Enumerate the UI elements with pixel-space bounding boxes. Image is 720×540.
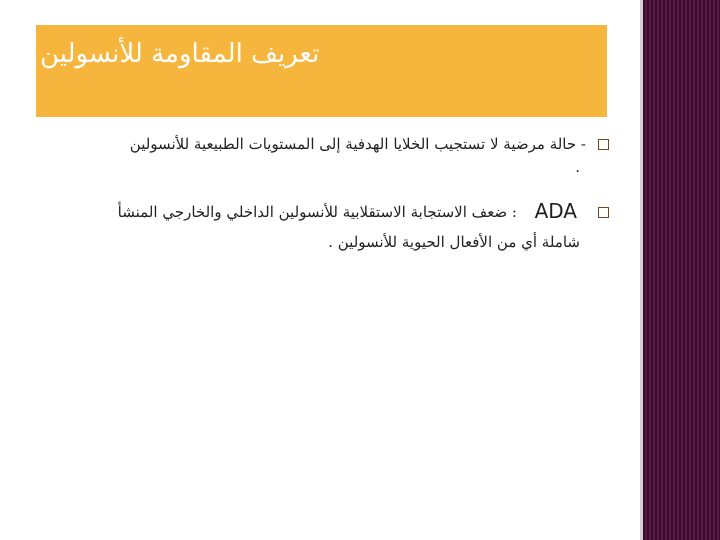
ada-abbreviation: ADA bbox=[534, 199, 577, 223]
bullet-1-line-1: - حالة مرضية لا تستجيب الخلايا الهدفية إلى المستويات الطبيعية للأنسولين bbox=[129, 135, 586, 153]
bullet-2-line-2: شاملة أي من الأفعال الحيوية للأنسولين . bbox=[328, 233, 580, 251]
slide-title: تعريف المقاومة للأنسولين bbox=[40, 39, 320, 69]
decorative-side-stripe bbox=[643, 0, 720, 540]
bullet-1-line-2: . bbox=[575, 158, 580, 176]
bullet-2-line-1: : ضعف الاستجابة الاستقلابية للأنسولين الداخلي والخارجي المنشأ bbox=[117, 203, 517, 221]
bullet-box-icon bbox=[598, 207, 609, 218]
bullet-box-icon bbox=[598, 139, 609, 150]
